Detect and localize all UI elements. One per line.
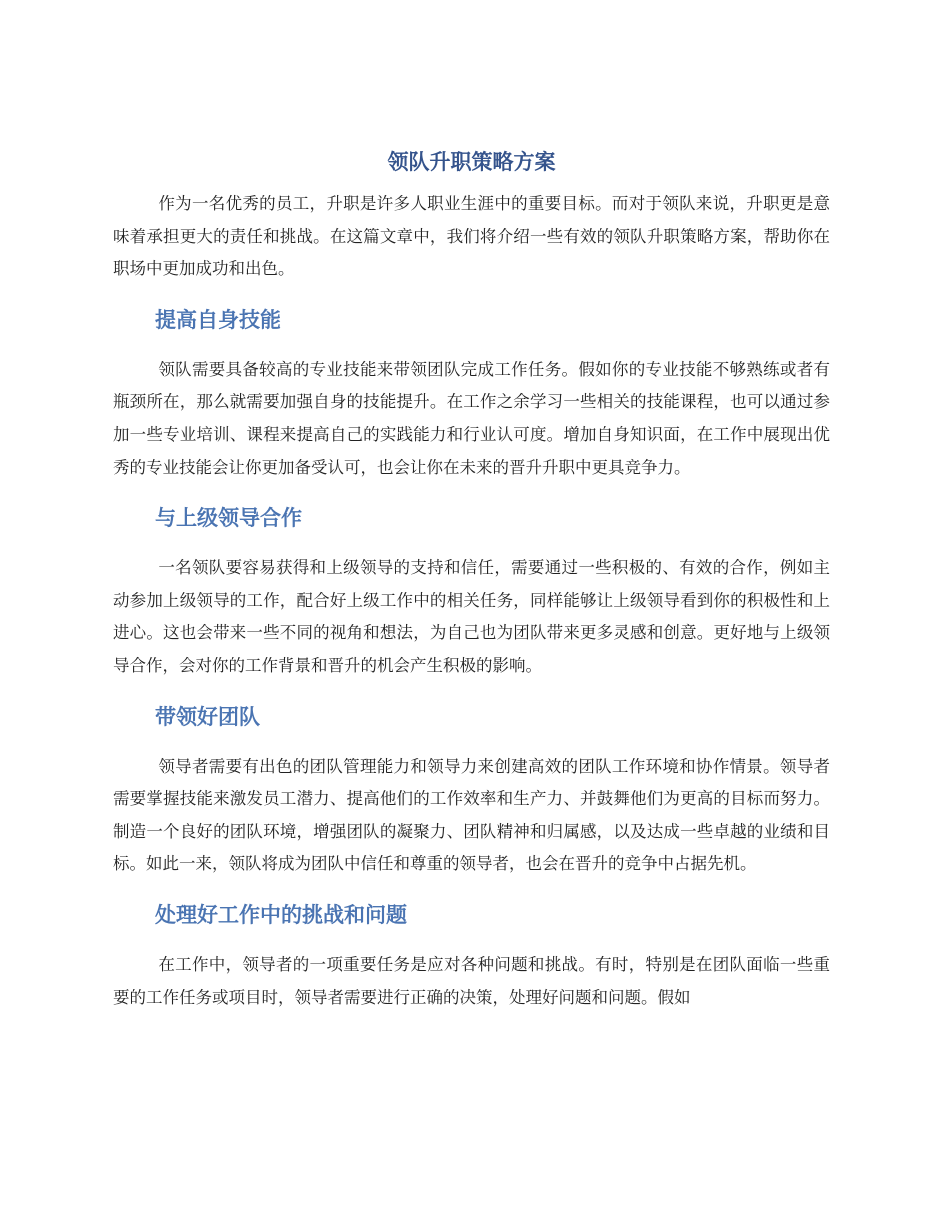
section-heading: 处理好工作中的挑战和问题 — [155, 902, 407, 927]
section-paragraph: 领队需要具备较高的专业技能来带领团队完成工作任务。假如你的专业技能不够熟练或者有瓶颈所在，那么就需要加强自身的技能提升。在工作之余学习一些相关的技能课程，也可以通过参加一些专业培训、课程来提高自己的实践能力和行业认可度。增加自身知识面，在工作中展现出优秀的专业技能会让你更加备受认可，也会让你在未来的晋升升职中更具竞争力。 — [113, 359, 830, 477]
section-paragraph: 领导者需要有出色的团队管理能力和领导力来创建高效的团队工作环境和协作情景。领导者需要掌握技能来激发员工潜力、提高他们的工作效率和生产力、并鼓舞他们为更高的目标而努力。制造一个良好的团队环境，增强团队的凝聚力、团队精神和归属感，以及达成一些卓越的业绩和目标。如此一来，领队将成为团队中信任和尊重的领导者，也会在晋升的竞争中占据先机。 — [113, 756, 830, 874]
section-heading: 提高自身技能 — [155, 307, 281, 332]
section-paragraph: 在工作中，领导者的一项重要任务是应对各种问题和挑战。有时，特别是在团队面临一些重要的工作任务或项目时，领导者需要进行正确的决策，处理好问题和问题。假如 — [113, 954, 830, 1007]
section-lead-team — [113, 697, 830, 881]
section-cooperate-with-superiors — [113, 498, 830, 682]
section-paragraph: 一名领队要容易获得和上级领导的支持和信任，需要通过一些积极的、有效的合作，例如主动参加上级领导的工作，配合好上级工作中的相关任务，同样能够让上级领导看到你的积极性和上进心。这也会带来一些不同的视角和想法，为自己也为团队带来更多灵感和创意。更好地与上级领导合作，会对你的工作背景和晋升的机会产生积极的影响。 — [113, 558, 830, 675]
section-heading: 带领好团队 — [155, 704, 260, 729]
document-title: 领队升职策略方案 — [387, 150, 556, 174]
section-improve-skills — [113, 300, 830, 484]
section-handle-challenges — [113, 895, 830, 1014]
section-heading: 与上级领导合作 — [155, 506, 302, 531]
intro-paragraph: 作为一名优秀的员工，升职是许多人职业生涯中的重要目标。而对于领队来说，升职更是意味着承担更大的责任和挑战。在这篇文章中，我们将介绍一些有效的领队升职策略方案，帮助你在职场中更加成功和出色。 — [113, 194, 830, 279]
document-body — [113, 142, 830, 1014]
